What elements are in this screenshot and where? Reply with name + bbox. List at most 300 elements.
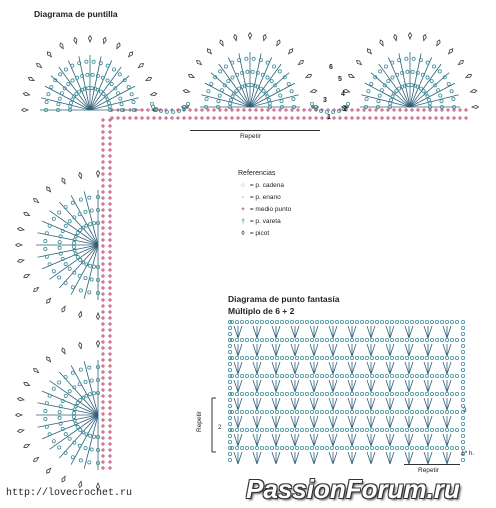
chain-stitch bbox=[90, 278, 93, 281]
picot bbox=[298, 61, 303, 65]
chain-stitch bbox=[64, 224, 67, 227]
chain-stitch bbox=[228, 368, 231, 371]
picot bbox=[306, 74, 312, 77]
chain-stitch bbox=[315, 320, 318, 323]
chain-stitch bbox=[235, 392, 238, 395]
chain-stitch bbox=[217, 100, 220, 103]
double-crochet bbox=[348, 434, 352, 446]
chain-stitch bbox=[355, 446, 358, 449]
chain-stitch bbox=[345, 392, 348, 395]
chain-stitch bbox=[88, 291, 91, 294]
chain-stitch bbox=[365, 410, 368, 413]
picot bbox=[62, 348, 65, 354]
chain-stitch bbox=[395, 338, 398, 341]
chain-stitch bbox=[266, 76, 269, 79]
double-crochet bbox=[371, 434, 375, 446]
double-crochet bbox=[295, 452, 299, 464]
row-number-3: 3 bbox=[323, 97, 327, 104]
legend-item-single bbox=[238, 206, 291, 213]
chain-stitch bbox=[280, 410, 283, 413]
double-crochet bbox=[276, 344, 280, 356]
chain-stitch bbox=[395, 428, 398, 431]
chain-stitch bbox=[387, 80, 390, 83]
chain-stitch bbox=[320, 428, 323, 431]
double-crochet bbox=[352, 362, 356, 374]
chain-stitch bbox=[52, 217, 55, 220]
double-crochet bbox=[424, 362, 428, 374]
chain-stitch bbox=[380, 410, 383, 413]
double-crochet bbox=[238, 326, 242, 338]
picot bbox=[263, 34, 266, 40]
chain-stitch bbox=[390, 410, 393, 413]
double-crochet bbox=[386, 452, 390, 464]
chain-stitch bbox=[360, 356, 363, 359]
chain-stitch bbox=[280, 100, 283, 103]
chain-stitch bbox=[266, 61, 269, 64]
chain-stitch bbox=[58, 246, 61, 249]
chain-stitch bbox=[64, 394, 67, 397]
double-crochet bbox=[314, 398, 318, 410]
chain-stitch bbox=[250, 410, 253, 413]
chain-stitch bbox=[228, 398, 231, 401]
double-crochet bbox=[443, 434, 447, 446]
double-crochet bbox=[443, 344, 447, 356]
chain-stitch bbox=[461, 362, 464, 365]
chain-stitch bbox=[280, 320, 283, 323]
chain-stitch bbox=[340, 320, 343, 323]
picot bbox=[348, 74, 354, 77]
chain-stitch bbox=[76, 401, 79, 404]
chain-stitch bbox=[350, 428, 353, 431]
chain-stitch bbox=[228, 440, 231, 443]
double-crochet bbox=[443, 380, 447, 392]
double-crochet bbox=[424, 326, 428, 338]
chain-stitch bbox=[107, 101, 110, 104]
picot bbox=[79, 481, 82, 487]
chain-stitch bbox=[320, 446, 323, 449]
chain-stitch bbox=[370, 320, 373, 323]
chain-stitch bbox=[430, 392, 433, 395]
watermark-url: http://lovecrochet.ru bbox=[6, 488, 133, 499]
double-crochet bbox=[409, 434, 413, 446]
chain-stitch bbox=[455, 320, 458, 323]
chain-stitch bbox=[285, 392, 288, 395]
chain-stitch bbox=[260, 338, 263, 341]
chain-stitch bbox=[245, 446, 248, 449]
legend-title: Referencias bbox=[238, 170, 276, 177]
chain-stitch bbox=[405, 446, 408, 449]
chain-stitch bbox=[235, 374, 238, 377]
picot bbox=[34, 457, 39, 461]
picot bbox=[23, 92, 29, 95]
chain-stitch bbox=[360, 374, 363, 377]
chain-stitch bbox=[90, 209, 93, 212]
chain-stitch bbox=[240, 428, 243, 431]
chain-stitch bbox=[385, 392, 388, 395]
double-crochet bbox=[443, 362, 447, 374]
chain-stitch bbox=[415, 428, 418, 431]
double-crochet bbox=[253, 434, 257, 446]
row-number-1: 1 bbox=[327, 114, 331, 121]
chain-stitch bbox=[227, 80, 230, 83]
double-crochet bbox=[348, 416, 352, 428]
chain-stitch bbox=[305, 338, 308, 341]
chain-stitch bbox=[335, 320, 338, 323]
chain-stitch bbox=[410, 356, 413, 359]
picot bbox=[88, 36, 91, 42]
chain-stitch bbox=[406, 70, 409, 73]
chain-stitch bbox=[84, 277, 87, 280]
chain-stitch bbox=[350, 338, 353, 341]
chain-stitch bbox=[255, 320, 258, 323]
chain-stitch bbox=[250, 356, 253, 359]
chain-stitch bbox=[450, 374, 453, 377]
chain-stitch bbox=[385, 356, 388, 359]
chain-stitch bbox=[240, 374, 243, 377]
chain-stitch bbox=[265, 410, 268, 413]
chain-stitch bbox=[71, 456, 74, 459]
chain-stitch bbox=[430, 320, 433, 323]
chain-stitch bbox=[265, 392, 268, 395]
row-number-5: 5 bbox=[338, 76, 342, 83]
chain-stitch bbox=[430, 80, 433, 83]
picot bbox=[449, 49, 453, 54]
double-crochet bbox=[333, 452, 337, 464]
picot bbox=[18, 397, 24, 400]
chain-stitch bbox=[405, 338, 408, 341]
chain-stitch bbox=[92, 60, 95, 63]
picot bbox=[188, 74, 194, 77]
chain-stitch bbox=[250, 374, 253, 377]
double-crochet bbox=[390, 380, 394, 392]
picot bbox=[34, 369, 39, 373]
chain-stitch bbox=[295, 428, 298, 431]
chain-stitch bbox=[455, 410, 458, 413]
double-crochet bbox=[333, 362, 337, 374]
chain-stitch bbox=[89, 434, 92, 437]
chain-stitch bbox=[435, 428, 438, 431]
chain-stitch bbox=[228, 380, 231, 383]
chain-stitch bbox=[335, 446, 338, 449]
chain-stitch bbox=[450, 320, 453, 323]
chain-stitch bbox=[400, 338, 403, 341]
chain-stitch bbox=[245, 338, 248, 341]
chain-stitch bbox=[370, 356, 373, 359]
double-crochet-symbol-icon: † bbox=[241, 218, 245, 225]
chain-stitch bbox=[240, 338, 243, 341]
chain-stitch bbox=[315, 392, 318, 395]
chain-stitch bbox=[228, 326, 231, 329]
chain-stitch bbox=[440, 338, 443, 341]
picot bbox=[437, 40, 440, 46]
double-crochet bbox=[257, 344, 261, 356]
double-crochet bbox=[386, 416, 390, 428]
chain-stitch bbox=[450, 428, 453, 431]
double-crochet bbox=[405, 380, 409, 392]
double-crochet bbox=[390, 326, 394, 338]
chain-stitch bbox=[365, 320, 368, 323]
picot bbox=[423, 34, 426, 40]
double-crochet bbox=[371, 344, 375, 356]
fancy-stitch-diagram bbox=[212, 320, 465, 464]
chain-stitch bbox=[345, 428, 348, 431]
double-crochet bbox=[390, 416, 394, 428]
chain-stitch bbox=[440, 446, 443, 449]
picot bbox=[18, 259, 24, 262]
chain-stitch bbox=[379, 70, 382, 73]
chain-stitch bbox=[275, 392, 278, 395]
double-crochet bbox=[386, 326, 390, 338]
picot bbox=[62, 178, 65, 184]
chain-stitch bbox=[277, 89, 280, 92]
chain-stitch bbox=[411, 70, 414, 73]
chain-stitch bbox=[228, 350, 231, 353]
chain-stitch bbox=[285, 446, 288, 449]
chain-stitch bbox=[88, 366, 91, 369]
double-crochet bbox=[424, 380, 428, 392]
chain-stitch bbox=[435, 338, 438, 341]
chain-stitch bbox=[310, 320, 313, 323]
double-crochet bbox=[428, 452, 432, 464]
chain-stitch bbox=[251, 70, 254, 73]
chain-stitch bbox=[445, 392, 448, 395]
chain-stitch bbox=[435, 374, 438, 377]
chain-stitch bbox=[345, 356, 348, 359]
chain-stitch bbox=[295, 410, 298, 413]
chain-stitch bbox=[405, 356, 408, 359]
chain-stitch bbox=[127, 85, 130, 88]
chain-stitch bbox=[117, 92, 120, 95]
double-crochet bbox=[238, 434, 242, 446]
double-crochet bbox=[371, 398, 375, 410]
chain-stitch bbox=[57, 103, 60, 106]
chain-stitch bbox=[380, 320, 383, 323]
double-crochet bbox=[234, 434, 238, 446]
chain-stitch bbox=[355, 320, 358, 323]
double-crochet bbox=[405, 362, 409, 374]
chain-stitch bbox=[440, 428, 443, 431]
chain-stitch bbox=[335, 374, 338, 377]
chain-stitch bbox=[461, 428, 464, 431]
chain-stitch bbox=[295, 320, 298, 323]
chain-stitch bbox=[438, 70, 441, 73]
chain-stitch bbox=[64, 433, 67, 436]
chain-stitch bbox=[250, 83, 253, 86]
picot bbox=[357, 61, 362, 65]
chain-stitch bbox=[285, 374, 288, 377]
double-crochet bbox=[390, 434, 394, 446]
chain-stitch bbox=[375, 356, 378, 359]
chain-stitch bbox=[76, 231, 79, 234]
chain-stitch bbox=[445, 356, 448, 359]
chain-stitch bbox=[71, 79, 74, 82]
picot bbox=[79, 311, 82, 317]
chain-stitch bbox=[455, 428, 458, 431]
chain-stitch bbox=[389, 98, 392, 101]
chain-stitch bbox=[420, 446, 423, 449]
chain-stitch bbox=[435, 446, 438, 449]
double-crochet bbox=[405, 434, 409, 446]
chain-stitch bbox=[79, 258, 82, 261]
double-crochet bbox=[295, 326, 299, 338]
double-crochet bbox=[272, 416, 276, 428]
double-crochet bbox=[352, 344, 356, 356]
chain-stitch bbox=[255, 446, 258, 449]
chain-stitch bbox=[280, 356, 283, 359]
double-crochet bbox=[447, 326, 451, 338]
chain-stitch bbox=[300, 374, 303, 377]
chain-stitch bbox=[455, 446, 458, 449]
double-crochet bbox=[386, 362, 390, 374]
chain-stitch bbox=[270, 428, 273, 431]
double-crochet bbox=[371, 362, 375, 374]
chain-stitch bbox=[345, 338, 348, 341]
chain-stitch bbox=[390, 446, 393, 449]
double-crochet bbox=[333, 326, 337, 338]
chain-stitch bbox=[58, 381, 61, 384]
chain-stitch bbox=[375, 428, 378, 431]
double-crochet bbox=[405, 398, 409, 410]
chain-stitch bbox=[335, 338, 338, 341]
double-crochet bbox=[409, 344, 413, 356]
chain-stitch bbox=[52, 270, 55, 273]
chain-stitch bbox=[250, 320, 253, 323]
chain-stitch bbox=[415, 374, 418, 377]
chain-stitch bbox=[270, 80, 273, 83]
chain-stitch bbox=[245, 320, 248, 323]
chain-stitch bbox=[64, 68, 67, 71]
picot bbox=[472, 105, 478, 108]
double-crochet bbox=[386, 344, 390, 356]
chain-stitch bbox=[58, 211, 61, 214]
row-number-6: 6 bbox=[329, 64, 333, 71]
chain-stitch bbox=[450, 446, 453, 449]
chain-stitch bbox=[370, 338, 373, 341]
fancy-repeat-bottom: Repetir bbox=[418, 467, 439, 474]
chain-stitch bbox=[89, 264, 92, 267]
chain-stitch bbox=[400, 356, 403, 359]
chain-stitch bbox=[315, 338, 318, 341]
row-number-4: 4 bbox=[341, 91, 345, 98]
chain-stitch bbox=[430, 356, 433, 359]
double-crochet bbox=[314, 380, 318, 392]
chain-stitch bbox=[265, 338, 268, 341]
chain-stitch bbox=[45, 100, 48, 103]
chain-stitch bbox=[300, 428, 303, 431]
chain-stitch bbox=[310, 446, 313, 449]
chain-stitch bbox=[405, 428, 408, 431]
chain-stitch bbox=[430, 410, 433, 413]
chain-stitch bbox=[410, 446, 413, 449]
picot bbox=[394, 34, 397, 40]
chain-stitch bbox=[405, 374, 408, 377]
chain-stitch bbox=[415, 320, 418, 323]
chain-stitch bbox=[240, 410, 243, 413]
chain-stitch bbox=[58, 416, 61, 419]
chain-stitch bbox=[79, 459, 82, 462]
chain-stitch bbox=[350, 392, 353, 395]
double-crochet bbox=[348, 344, 352, 356]
chain-stitch bbox=[432, 65, 435, 68]
chain-stitch bbox=[375, 320, 378, 323]
chain-stitch bbox=[76, 255, 79, 258]
chain-stitch bbox=[71, 286, 74, 289]
chain-stitch bbox=[445, 410, 448, 413]
picot bbox=[47, 468, 51, 473]
chain-stitch bbox=[395, 374, 398, 377]
chain-stitch bbox=[73, 408, 76, 411]
chain-stitch bbox=[106, 79, 109, 82]
double-crochet bbox=[291, 434, 295, 446]
chain-stitch bbox=[370, 374, 373, 377]
picot bbox=[96, 171, 99, 177]
picot bbox=[79, 172, 82, 178]
chain-stitch bbox=[335, 356, 338, 359]
chain-stitch bbox=[69, 101, 72, 104]
chain-stitch bbox=[47, 93, 50, 96]
chain-stitch bbox=[385, 320, 388, 323]
double-crochet bbox=[238, 380, 242, 392]
picot bbox=[47, 357, 51, 362]
double-crochet bbox=[348, 398, 352, 410]
chain-stitch bbox=[407, 83, 410, 86]
chain-stitch bbox=[385, 410, 388, 413]
chain-stitch bbox=[325, 374, 328, 377]
double-crochet bbox=[276, 452, 280, 464]
chain-stitch bbox=[425, 446, 428, 449]
chain-stitch bbox=[260, 320, 263, 323]
chain-stitch bbox=[360, 320, 363, 323]
chain-stitch bbox=[439, 94, 442, 97]
chain-stitch bbox=[360, 446, 363, 449]
double-crochet bbox=[295, 434, 299, 446]
double-crochet bbox=[234, 398, 238, 410]
chain-stitch bbox=[415, 446, 418, 449]
double-crochet bbox=[291, 326, 295, 338]
double-crochet bbox=[386, 398, 390, 410]
double-crochet bbox=[405, 416, 409, 428]
chain-stitch bbox=[390, 428, 393, 431]
chain-stitch bbox=[240, 320, 243, 323]
picot bbox=[220, 40, 223, 46]
double-crochet bbox=[371, 380, 375, 392]
picot bbox=[24, 445, 30, 448]
chain-stitch bbox=[390, 356, 393, 359]
chain-stitch bbox=[58, 97, 61, 100]
chain-stitch bbox=[380, 428, 383, 431]
double-crochet bbox=[329, 344, 333, 356]
chain-stitch bbox=[380, 89, 383, 92]
chain-stitch bbox=[260, 374, 263, 377]
edging-repeat-label: Repetir bbox=[240, 133, 261, 140]
chain-stitch bbox=[455, 356, 458, 359]
chain-stitch bbox=[395, 410, 398, 413]
chain-stitch bbox=[79, 289, 82, 292]
chain-stitch bbox=[315, 428, 318, 431]
double-crochet bbox=[291, 398, 295, 410]
chain-stitch bbox=[310, 356, 313, 359]
picot bbox=[470, 89, 476, 92]
double-crochet bbox=[314, 344, 318, 356]
chain-stitch bbox=[245, 356, 248, 359]
chain-stitch bbox=[335, 392, 338, 395]
chain-stitch bbox=[305, 410, 308, 413]
chain-stitch bbox=[420, 392, 423, 395]
chain-stitch bbox=[112, 68, 115, 71]
double-crochet bbox=[424, 344, 428, 356]
chain-stitch bbox=[335, 428, 338, 431]
chain-stitch bbox=[73, 419, 76, 422]
